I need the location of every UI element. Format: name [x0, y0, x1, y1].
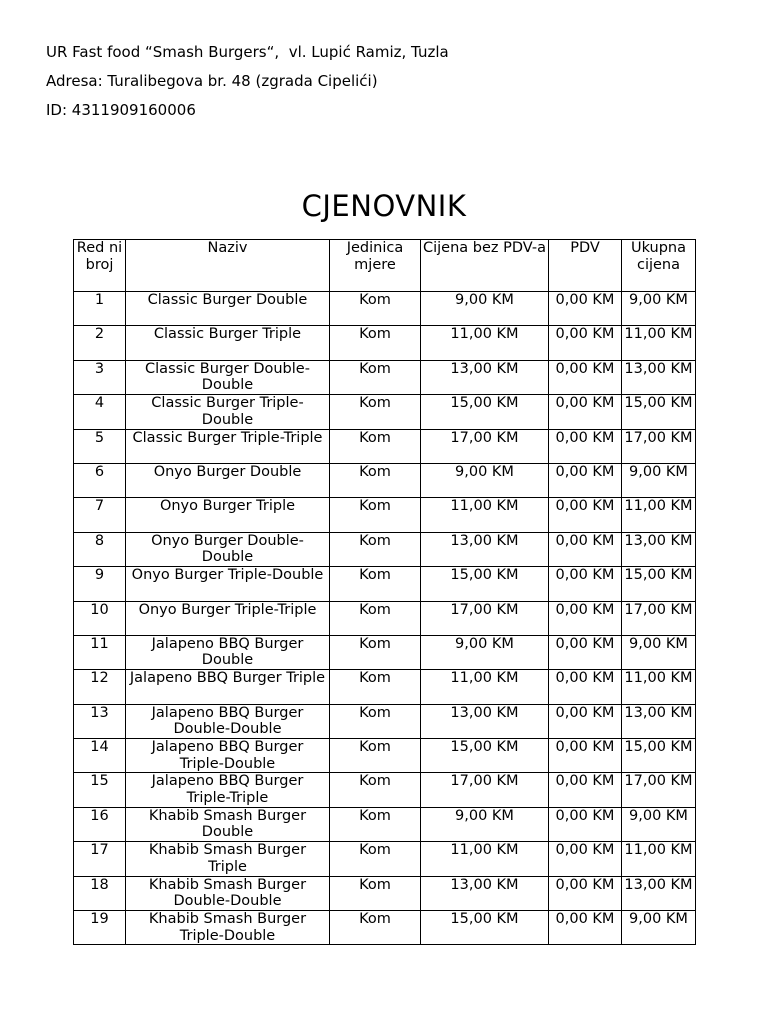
cell-price: 9,00 KM [421, 463, 549, 497]
cell-name: Jalapeno BBQ Burger Triple-Triple [126, 773, 330, 807]
cell-unit: Kom [330, 567, 421, 601]
cell-price: 13,00 KM [421, 360, 549, 394]
cell-unit: Kom [330, 326, 421, 360]
cell-number: 18 [74, 876, 126, 910]
cell-unit: Kom [330, 876, 421, 910]
table-row [74, 429, 696, 463]
business-name-line: UR Fast food “Smash Burgers“, vl. Lupić Ramiz, Tuzla [46, 43, 449, 61]
cell-vat: 0,00 KM [549, 635, 622, 669]
cell-total: 13,00 KM [622, 704, 696, 738]
table-row [74, 292, 696, 326]
cell-vat: 0,00 KM [549, 326, 622, 360]
column-header-price: Cijena bez PDV-a [421, 240, 549, 292]
cell-number: 7 [74, 498, 126, 532]
cell-vat: 0,00 KM [549, 429, 622, 463]
cell-price: 15,00 KM [421, 911, 549, 945]
table-row [74, 773, 696, 807]
cell-name: Onyo Burger Triple-Triple [126, 601, 330, 635]
cell-number: 8 [74, 532, 126, 566]
cell-number: 9 [74, 567, 126, 601]
cell-number: 10 [74, 601, 126, 635]
cell-vat: 0,00 KM [549, 807, 622, 841]
cell-number: 2 [74, 326, 126, 360]
cell-number: 14 [74, 739, 126, 773]
table-header-row [74, 240, 696, 292]
cell-vat: 0,00 KM [549, 463, 622, 497]
table-row [74, 326, 696, 360]
cell-unit: Kom [330, 842, 421, 876]
table-row [74, 498, 696, 532]
cell-unit: Kom [330, 429, 421, 463]
cell-total: 13,00 KM [622, 876, 696, 910]
cell-vat: 0,00 KM [549, 670, 622, 704]
table-row [74, 842, 696, 876]
cell-price: 15,00 KM [421, 739, 549, 773]
table-row [74, 807, 696, 841]
cell-total: 11,00 KM [622, 670, 696, 704]
address-line: Adresa: Turalibegova br. 48 (zgrada Cipelići) [46, 72, 378, 90]
table-row [74, 670, 696, 704]
cell-number: 4 [74, 395, 126, 429]
cell-number: 19 [74, 911, 126, 945]
cell-name: Jalapeno BBQ Burger Double-Double [126, 704, 330, 738]
cell-total: 9,00 KM [622, 635, 696, 669]
cell-unit: Kom [330, 395, 421, 429]
cell-number: 11 [74, 635, 126, 669]
cell-vat: 0,00 KM [549, 704, 622, 738]
cell-price: 9,00 KM [421, 292, 549, 326]
cell-total: 9,00 KM [622, 807, 696, 841]
cell-name: Khabib Smash Burger Triple-Double [126, 911, 330, 945]
cell-vat: 0,00 KM [549, 532, 622, 566]
cell-name: Khabib Smash Burger Double-Double [126, 876, 330, 910]
cell-unit: Kom [330, 360, 421, 394]
id-line: ID: 4311909160006 [46, 101, 196, 119]
cell-price: 13,00 KM [421, 704, 549, 738]
cell-vat: 0,00 KM [549, 395, 622, 429]
cell-name: Classic Burger Triple-Triple [126, 429, 330, 463]
cell-number: 12 [74, 670, 126, 704]
cell-number: 5 [74, 429, 126, 463]
table-row [74, 876, 696, 910]
cell-name: Onyo Burger Double-Double [126, 532, 330, 566]
cell-name: Classic Burger Triple [126, 326, 330, 360]
cell-vat: 0,00 KM [549, 601, 622, 635]
column-header-name: Naziv [126, 240, 330, 292]
cell-price: 13,00 KM [421, 876, 549, 910]
cell-price: 9,00 KM [421, 807, 549, 841]
cell-unit: Kom [330, 463, 421, 497]
cell-total: 13,00 KM [622, 532, 696, 566]
cell-total: 9,00 KM [622, 911, 696, 945]
cell-unit: Kom [330, 601, 421, 635]
cell-vat: 0,00 KM [549, 911, 622, 945]
cell-vat: 0,00 KM [549, 498, 622, 532]
table-row [74, 635, 696, 669]
column-header-vat: PDV [549, 240, 622, 292]
cell-vat: 0,00 KM [549, 876, 622, 910]
table-body [74, 292, 696, 945]
price-table [73, 239, 696, 945]
cell-vat: 0,00 KM [549, 842, 622, 876]
cell-number: 1 [74, 292, 126, 326]
cell-price: 11,00 KM [421, 326, 549, 360]
table-row [74, 704, 696, 738]
cell-unit: Kom [330, 498, 421, 532]
column-header-number: Red ni broj [74, 240, 126, 292]
cell-vat: 0,00 KM [549, 292, 622, 326]
cell-total: 11,00 KM [622, 498, 696, 532]
table-row [74, 911, 696, 945]
cell-price: 15,00 KM [421, 567, 549, 601]
cell-total: 9,00 KM [622, 292, 696, 326]
cell-price: 11,00 KM [421, 842, 549, 876]
cell-name: Classic Burger Double [126, 292, 330, 326]
column-header-total: Ukupna cijena [622, 240, 696, 292]
cell-number: 16 [74, 807, 126, 841]
cell-price: 11,00 KM [421, 670, 549, 704]
cell-price: 17,00 KM [421, 773, 549, 807]
cell-name: Classic Burger Triple-Double [126, 395, 330, 429]
cell-name: Jalapeno BBQ Burger Triple-Double [126, 739, 330, 773]
cell-unit: Kom [330, 807, 421, 841]
cell-unit: Kom [330, 292, 421, 326]
cell-number: 6 [74, 463, 126, 497]
cell-unit: Kom [330, 911, 421, 945]
cell-price: 17,00 KM [421, 429, 549, 463]
cell-name: Khabib Smash Burger Triple [126, 842, 330, 876]
cell-total: 15,00 KM [622, 567, 696, 601]
table-row [74, 360, 696, 394]
table-row [74, 739, 696, 773]
cell-name: Classic Burger Double-Double [126, 360, 330, 394]
cell-vat: 0,00 KM [549, 739, 622, 773]
table-row [74, 601, 696, 635]
cell-vat: 0,00 KM [549, 567, 622, 601]
cell-total: 11,00 KM [622, 326, 696, 360]
table-row [74, 395, 696, 429]
cell-name: Jalapeno BBQ Burger Triple [126, 670, 330, 704]
cell-unit: Kom [330, 670, 421, 704]
cell-number: 17 [74, 842, 126, 876]
cell-total: 13,00 KM [622, 360, 696, 394]
cell-name: Jalapeno BBQ Burger Double [126, 635, 330, 669]
cell-price: 15,00 KM [421, 395, 549, 429]
cell-total: 17,00 KM [622, 429, 696, 463]
table-row [74, 532, 696, 566]
table-row [74, 463, 696, 497]
cell-number: 3 [74, 360, 126, 394]
cell-unit: Kom [330, 739, 421, 773]
cell-vat: 0,00 KM [549, 773, 622, 807]
cell-total: 9,00 KM [622, 463, 696, 497]
cell-vat: 0,00 KM [549, 360, 622, 394]
cell-unit: Kom [330, 773, 421, 807]
page-title: CJENOVNIK [301, 189, 467, 223]
cell-number: 15 [74, 773, 126, 807]
cell-total: 15,00 KM [622, 739, 696, 773]
cell-total: 17,00 KM [622, 773, 696, 807]
column-header-unit: Jedinica mjere [330, 240, 421, 292]
cell-price: 17,00 KM [421, 601, 549, 635]
cell-price: 9,00 KM [421, 635, 549, 669]
cell-name: Onyo Burger Triple [126, 498, 330, 532]
cell-name: Khabib Smash Burger Double [126, 807, 330, 841]
cell-total: 11,00 KM [622, 842, 696, 876]
cell-name: Onyo Burger Double [126, 463, 330, 497]
cell-name: Onyo Burger Triple-Double [126, 567, 330, 601]
cell-unit: Kom [330, 704, 421, 738]
cell-price: 13,00 KM [421, 532, 549, 566]
cell-unit: Kom [330, 635, 421, 669]
cell-total: 15,00 KM [622, 395, 696, 429]
table-row [74, 567, 696, 601]
cell-unit: Kom [330, 532, 421, 566]
cell-total: 17,00 KM [622, 601, 696, 635]
cell-price: 11,00 KM [421, 498, 549, 532]
cell-number: 13 [74, 704, 126, 738]
